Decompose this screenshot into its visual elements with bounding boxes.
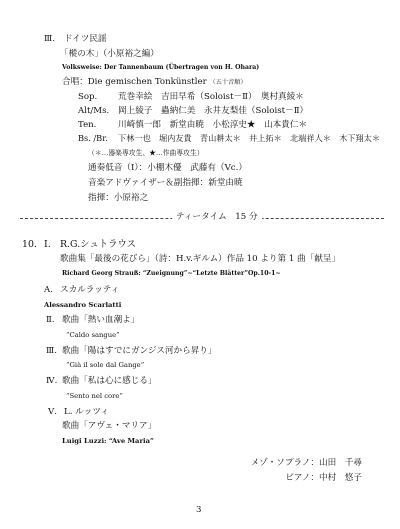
part-names: 川崎慎一郎 新堂由暁 小松淳史★ 山本貴仁＊ (118, 120, 308, 130)
chorus-name: Die gemischen Tonkünstler (87, 77, 207, 87)
song-title: 歌曲「陽はすでにガンジス河から昇り」 (62, 346, 217, 356)
section3-number: Ⅲ. (44, 34, 56, 44)
part-a-original-name: Alessandro Scarlatti (44, 301, 122, 309)
section3-song: 「樅の木」（小原裕之編） (60, 49, 159, 59)
performer-row (285, 473, 362, 483)
part-names: 下林一也 堀内友貴 青山耕太＊ 井上拓＊ 北端祥人＊ 木下翔太＊ (118, 133, 381, 143)
song-original-title: “Già il sole dal Gange” (66, 361, 145, 369)
section10-part1-composer: R.G.シュトラウス (60, 239, 136, 250)
song-title: 歌曲「熱い血潮よ」 (62, 315, 140, 325)
part-role: Sop. (78, 92, 98, 102)
section3-original-title: Volksweise: Der Tannenbaum (Übertragen von H. Ohara) (62, 64, 260, 71)
part5-composer: L. ルッツィ (64, 407, 110, 417)
part5-song-title: 歌曲「アヴェ・マリア」 (62, 421, 157, 431)
performer-role: メゾ・ソプラノ： (250, 458, 320, 468)
part-row (78, 120, 307, 130)
part-role: Alt/Ms. (78, 106, 110, 116)
part-a-composer: スカルラッティ (60, 285, 120, 295)
part-row (78, 106, 308, 116)
symbol-legend: （＊…器楽専攻生、★…作曲専攻生） (88, 149, 204, 157)
part-row (78, 134, 380, 144)
chorus-label: 合唱： (62, 77, 88, 87)
part-row (78, 92, 304, 102)
performer-role: ピアノ： (285, 473, 320, 483)
part5-original-title: Luigi Luzzi: “Ave Maria” (62, 437, 154, 445)
chorus-order-note: （五十音順） (209, 79, 247, 86)
song-number: Ⅱ. (46, 315, 55, 325)
performer-name: 山田 千尋 (319, 458, 362, 468)
part-names: 荒巻幸絵 吉田早希（Soloist－Ⅱ） 奥村真綾＊ (118, 92, 304, 102)
song-title: 歌曲「私は心に感じる」 (62, 376, 157, 386)
part-a-number: A. (44, 285, 53, 295)
song-original-title: “Caldo sangue” (66, 331, 120, 339)
section10-part1-number: Ⅰ. (44, 239, 51, 250)
part5-number: Ⅴ. (48, 407, 57, 417)
chorus-line (62, 77, 247, 87)
song-number: Ⅳ. (46, 376, 58, 386)
performer-row (251, 458, 362, 468)
part-role: Bs. /Br. (78, 133, 108, 143)
intermission-label: ティータイム 15 分 (172, 212, 262, 222)
part-names: 岡上綾子 蟲納仁美 永井友梨佳（Soloist－Ⅱ） (118, 106, 309, 116)
section3-title: ドイツ民謡 (64, 34, 107, 44)
part1-original-title: Richard Georg Strauß: “Zueignung”~“Letzte Blätter”Op.10-1~ (62, 270, 281, 277)
continuo: 通奏低音（Ⅰ）：小棚木優 武藤有（Vc.） (88, 163, 247, 173)
song-number: Ⅲ. (46, 346, 58, 356)
page-number: 3 (196, 505, 202, 515)
song-original-title: “Sento nel core” (66, 392, 123, 400)
section10-number: 10. (22, 239, 37, 250)
part-role: Ten. (78, 120, 97, 130)
music-adviser: 音楽アドヴァイザー＆副指揮：新堂由暁 (88, 178, 243, 188)
performer-name: 中村 悠子 (319, 473, 362, 483)
conductor: 指揮：小原裕之 (88, 193, 149, 203)
part1-work-title: 歌曲集「最後の花びら」（詩：H.v.ギルム）作品 10 より第 1 曲「献呈」 (60, 254, 341, 264)
